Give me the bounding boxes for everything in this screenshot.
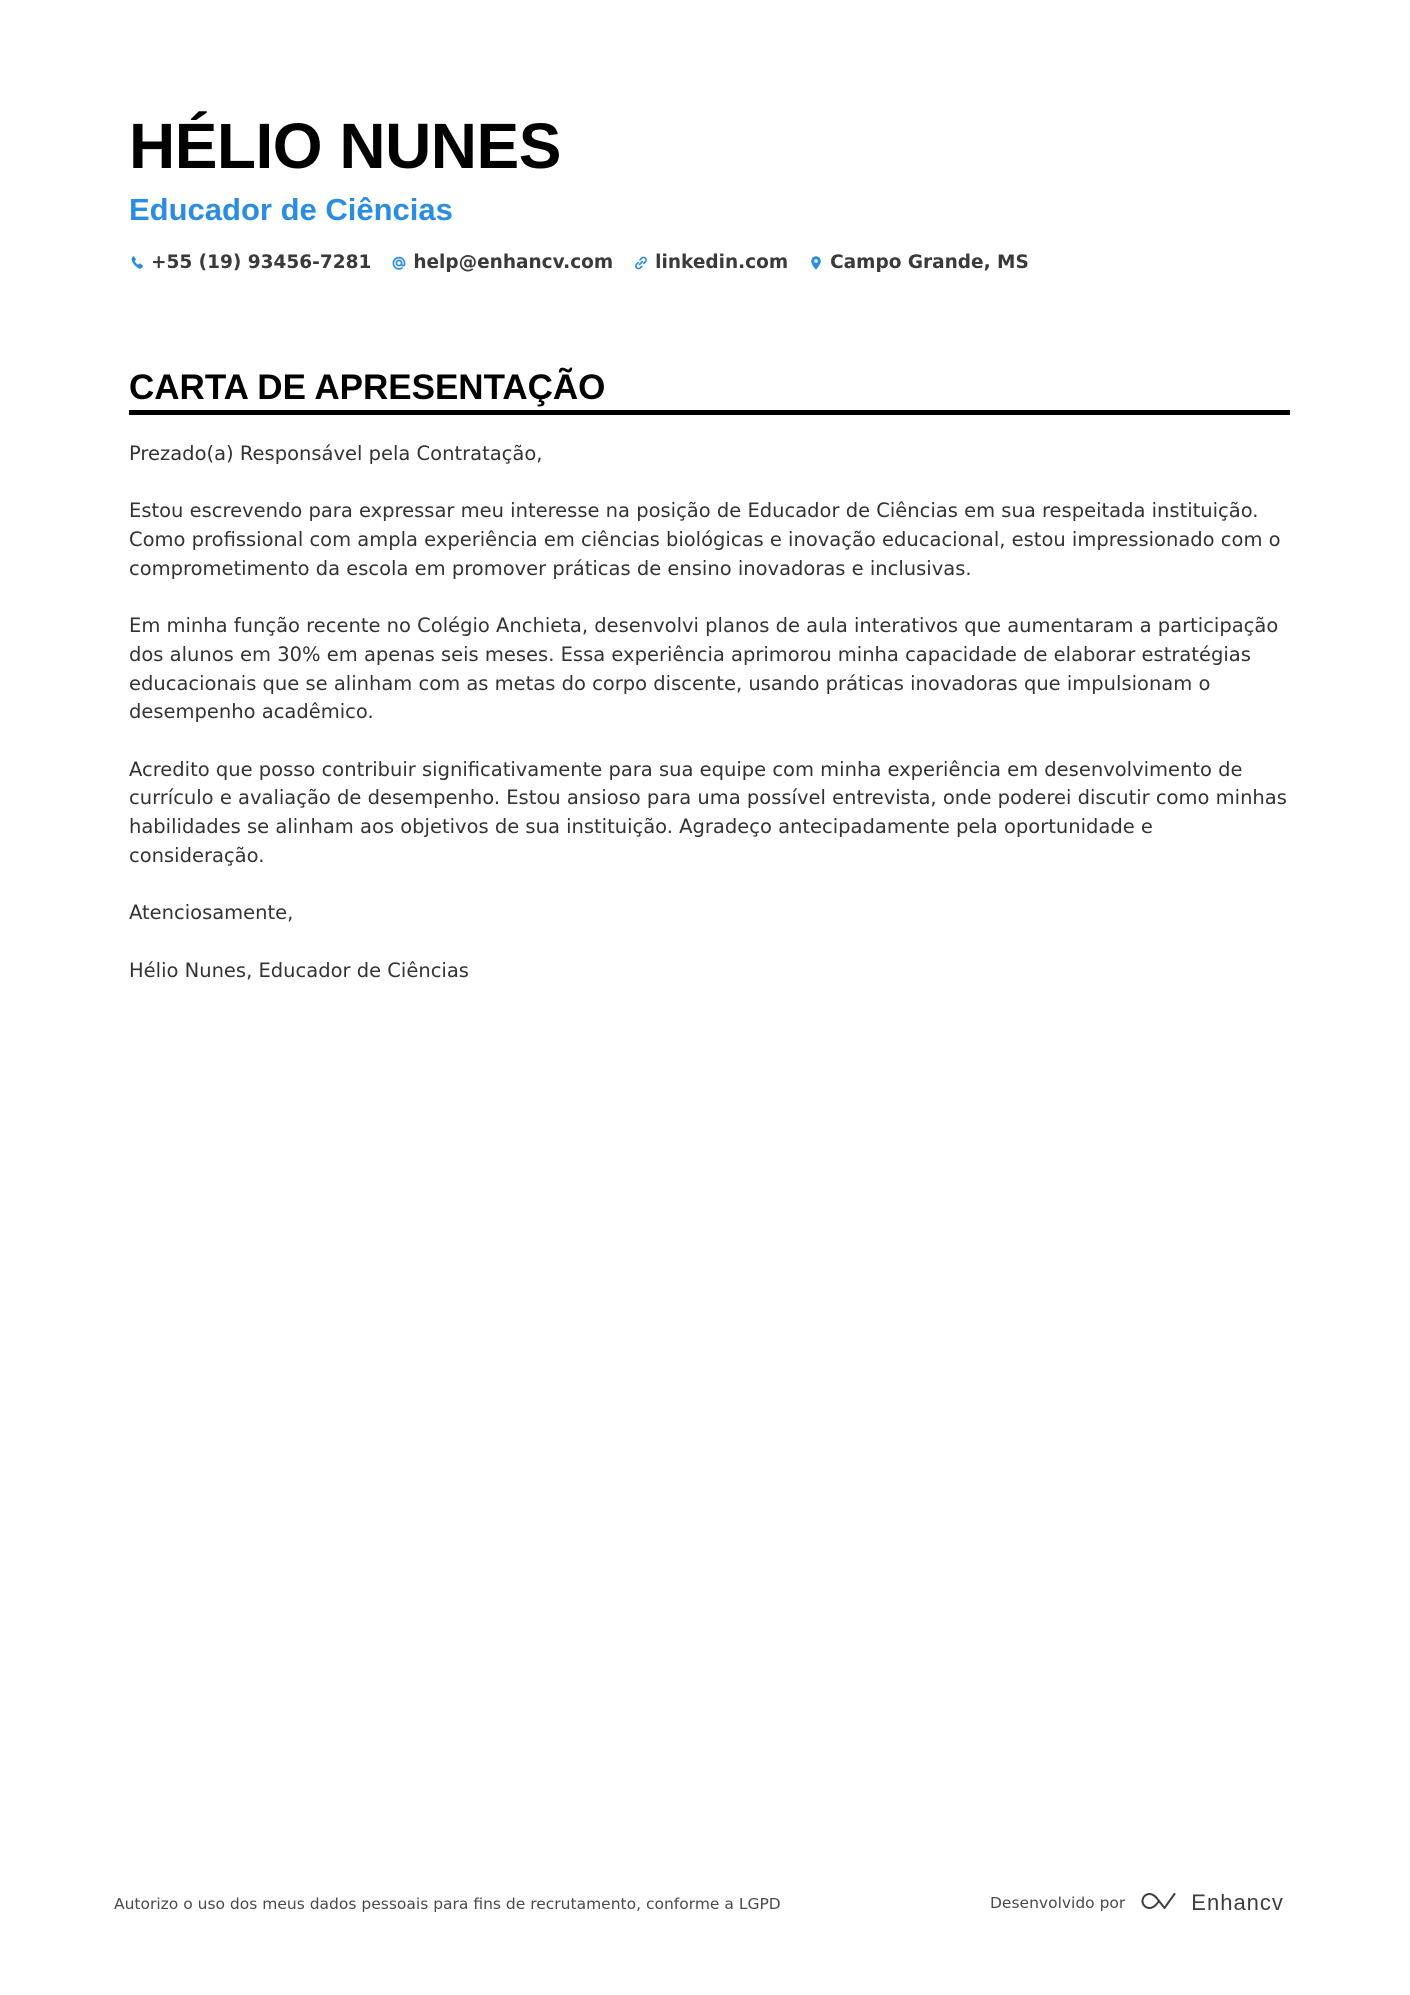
letter-paragraph-1: Estou escrevendo para expressar meu interesse na posição de Educador de Ciências em sua respeitada instituição. Como profissional com ampla experiência em ciências biológicas e inovação educacional, estou impressionado com o comprometimento da escola em promover práticas de ensino inovadoras e inclusivas. — [129, 499, 1281, 580]
contact-phone-text: +55 (19) 93456-7281 — [151, 252, 372, 273]
section-title: CARTA DE APRESENTAÇÃO — [129, 368, 606, 407]
contact-linkedin-text[interactable]: linkedin.com — [655, 252, 789, 273]
contact-linkedin — [633, 252, 788, 273]
enhancv-logo[interactable] — [1137, 1889, 1284, 1917]
applicant-name: HÉLIO NUNES — [129, 110, 561, 182]
at-icon — [391, 255, 407, 271]
contact-location — [808, 252, 1029, 273]
enhancv-logo-text: Enhancv — [1191, 1890, 1284, 1915]
consent-notice: Autorizo o uso dos meus dados pessoais para fins de recrutamento, conforme a LGPD — [114, 1895, 781, 1913]
powered-by-label: Desenvolvido por — [990, 1894, 1126, 1912]
phone-icon — [129, 255, 145, 271]
enhancv-logo-icon — [1137, 1889, 1181, 1917]
letter-closing: Atenciosamente, — [129, 901, 294, 925]
applicant-title: Educador de Ciências — [129, 192, 453, 227]
section-divider — [129, 410, 1290, 415]
contact-email — [391, 252, 613, 273]
contact-bar — [129, 252, 1029, 273]
letter-body — [129, 440, 1294, 1014]
location-pin-icon — [808, 255, 824, 271]
link-icon — [633, 255, 649, 271]
letter-greeting: Prezado(a) Responsável pela Contratação, — [129, 442, 543, 465]
contact-location-text: Campo Grande, MS — [830, 252, 1029, 273]
letter-paragraph-2: Em minha função recente no Colégio Anchieta, desenvolvi planos de aula interativos que aumentaram a participação dos alunos em 30% em apenas seis meses. Essa experiência aprimorou minha capacidade de elaborar estratégias educacionais que se alinham com as metas do corpo discente, usando práticas inovadoras que impulsionam o desempenho acadêmico. — [129, 614, 1279, 724]
letter-signature: Hélio Nunes, Educador de Ciências — [129, 958, 469, 982]
contact-phone — [129, 252, 371, 273]
powered-by — [990, 1889, 1284, 1917]
contact-email-text[interactable]: help@enhancv.com — [413, 252, 614, 273]
letter-paragraph-3: Acredito que posso contribuir significativamente para sua equipe com minha experiência em desenvolvimento de currículo e avaliação de desempenho. Estou ansioso para uma possível entrevista, onde poderei discutir como minhas habilidades se alinham aos objetivos de sua instituição. Agradeço antecipadamente pela oportunidade e consideração. — [129, 757, 1287, 867]
